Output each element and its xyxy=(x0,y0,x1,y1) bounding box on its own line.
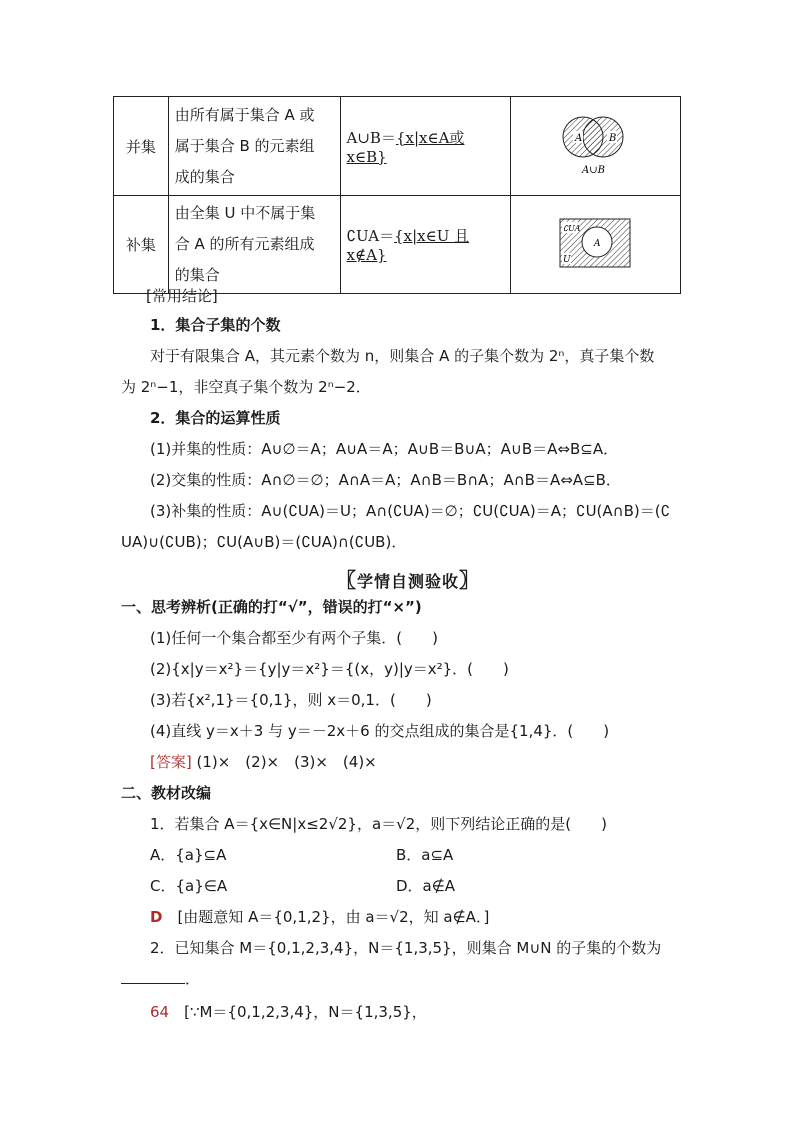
formula-prefix: A∪B＝ xyxy=(346,128,396,147)
answer-text: (1)× (2)× (3)× (4)× xyxy=(191,753,377,771)
conclusion-1-title: 1．集合子集的个数 xyxy=(150,316,281,334)
formula-set: {x|x∈U 且 x∉A} xyxy=(346,227,470,264)
conclusions-header: [常用结论] xyxy=(146,287,218,305)
set-b-label: B xyxy=(609,133,617,144)
option-c: C．{a}∈A xyxy=(150,877,228,895)
part1-title: 一、思考辨析(正确的打“√”，错误的打“×”) xyxy=(121,598,422,616)
answer-number: 64 xyxy=(150,1003,170,1021)
op-formula-union xyxy=(340,97,510,196)
part1-q4: (4)直线 y＝x＋3 与 y＝－2x＋6 的交点组成的集合是{1,4}．( ) xyxy=(150,722,610,740)
complement-properties: (3)补集的性质：A∪(∁UA)＝U；A∩(∁UA)＝∅；∁U(∁UA)＝A；∁U(A∩B)＝(∁ xyxy=(150,502,671,520)
desc-line: 属于集合 B 的元素组 xyxy=(174,136,315,155)
part1-q3: (3)若{x²,1}＝{0,1}，则 x＝0,1．( ) xyxy=(150,691,432,709)
blank-end: ． xyxy=(185,970,201,988)
conclusion-1-line2: 为 2ⁿ−1，非空真子集个数为 2ⁿ−2． xyxy=(121,378,371,396)
part1-answer xyxy=(150,752,377,772)
op-desc-complement xyxy=(168,196,340,294)
venn-complement-diagram xyxy=(559,218,631,268)
answer-explanation: [∵M＝{0,1,2,3,4}，N＝{1,3,5}， xyxy=(169,1003,427,1021)
op-desc-union xyxy=(168,97,340,196)
desc-line: 由所有属于集合 A 或 xyxy=(174,105,315,124)
answer-label: [答案] xyxy=(150,753,192,771)
venn-complement-cell xyxy=(510,196,680,294)
conclusion-2-title: 2．集合的运算性质 xyxy=(150,409,281,427)
universe-label: U xyxy=(563,254,571,265)
conclusion-1-line1: 对于有限集合 A，其元素个数为 n，则集合 A 的子集个数为 2ⁿ，真子集个数 xyxy=(150,347,655,365)
answer-explanation: [由题意知 A＝{0,1,2}，由 a＝√2，知 a∉A．] xyxy=(162,908,490,926)
set-operations-table xyxy=(113,96,681,294)
part1-q2: (2){x|y＝x²}＝{y|y＝x²}＝{(x，y)|y＝x²}．( ) xyxy=(150,660,509,678)
table-row-union xyxy=(114,97,681,196)
option-b: B．a⊆A xyxy=(396,846,454,864)
part2-q2-blank-line xyxy=(121,969,200,989)
set-a-label: A xyxy=(594,238,601,249)
complement-label: ∁UA xyxy=(563,223,581,233)
section-title-text: 学情自测验收 xyxy=(357,572,460,591)
part1-q1: (1)任何一个集合都至少有两个子集．( ) xyxy=(150,629,438,647)
union-properties: (1)并集的性质：A∪∅＝A；A∪A＝A；A∪B＝B∪A；A∪B＝A⇔B⊆A． xyxy=(150,440,619,458)
formula-set: {x|x∈A或x∈B} xyxy=(346,128,465,166)
answer-blank xyxy=(121,983,185,984)
op-name-union: 并集 xyxy=(114,97,169,196)
set-a-label: A xyxy=(575,133,583,144)
complement-properties-cont: UA)∪(∁UB)；∁U(A∪B)＝(∁UA)∩(∁UB)． xyxy=(121,533,407,551)
venn-union-cell xyxy=(510,97,680,196)
part2-q2-answer xyxy=(150,1002,427,1022)
bracket-right: 〗 xyxy=(459,568,481,592)
formula-prefix: ∁UA＝ xyxy=(346,227,395,245)
part2-q2: 2．已知集合 M＝{0,1,2,3,4}，N＝{1,3,5}，则集合 M∪N 的子集的个数为 xyxy=(150,939,662,957)
op-formula-complement xyxy=(340,196,510,294)
venn-union-diagram xyxy=(555,107,635,181)
venn-caption: A∪B xyxy=(582,165,606,176)
desc-line: 合 A 的所有元素组成 xyxy=(174,235,315,253)
part2-q1: 1．若集合 A＝{x∈N|x≤2√2}，a＝√2，则下列结论正确的是( ) xyxy=(150,815,607,833)
table-row-complement xyxy=(114,196,681,294)
answer-letter: D xyxy=(150,908,163,926)
intersection-properties: (2)交集的性质：A∩∅＝∅；A∩A＝A；A∩B＝B∩A；A∩B＝A⇔A⊆B． xyxy=(150,471,621,489)
option-a: A．{a}⊆A xyxy=(150,846,227,864)
desc-line: 的集合 xyxy=(174,266,220,284)
part2-q1-answer xyxy=(150,907,489,927)
desc-line: 由全集 U 中不属于集 xyxy=(174,204,316,222)
desc-line: 成的集合 xyxy=(174,167,235,186)
part2-title: 二、教材改编 xyxy=(121,784,212,802)
op-name-complement: 补集 xyxy=(114,196,169,294)
bracket-left: 〖 xyxy=(336,568,357,592)
option-d: D．a∉A xyxy=(396,877,456,895)
section-title xyxy=(336,564,480,593)
